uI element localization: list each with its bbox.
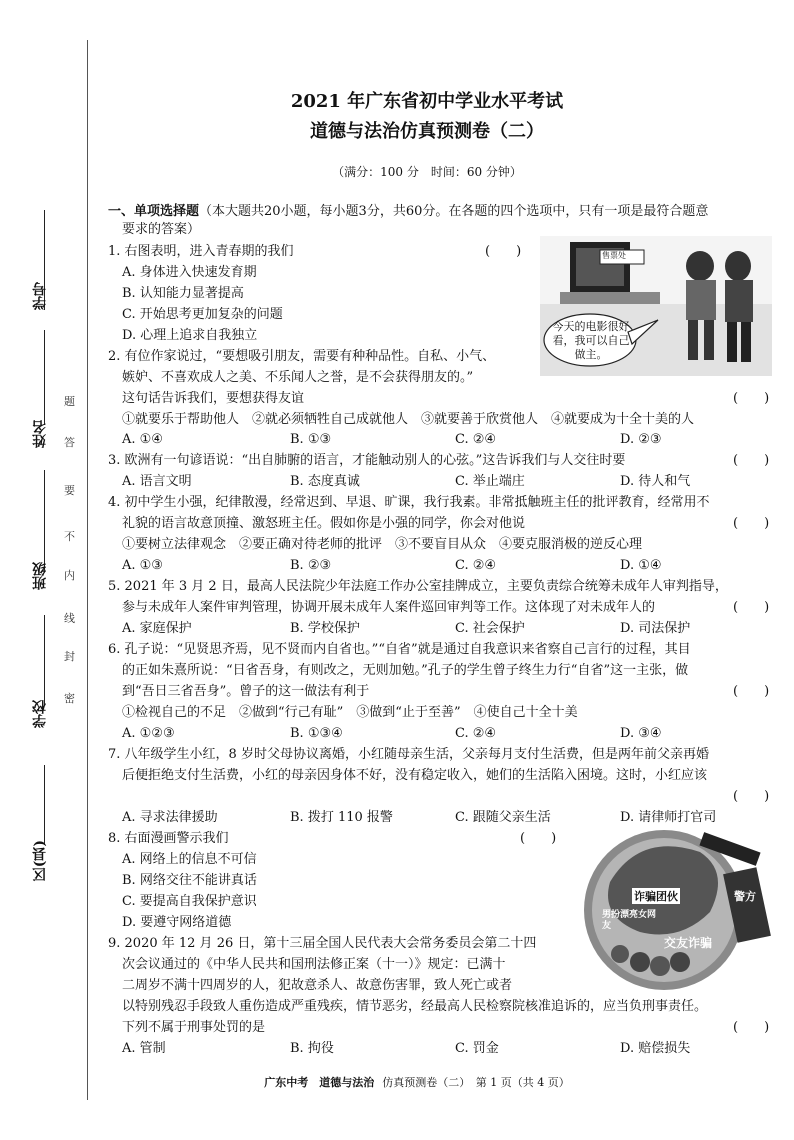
q7-option-c[interactable]: C. 跟随父亲生活 xyxy=(455,810,551,825)
cartoon-youth-movie xyxy=(540,236,772,376)
q6-answer-paren[interactable]: ( ) xyxy=(733,684,770,699)
q7-option-d[interactable]: D. 请律师打官司 xyxy=(620,810,717,825)
q8-stem: 8. 右面漫画警示我们 xyxy=(108,831,229,846)
q1-answer-paren[interactable]: ( ) xyxy=(485,244,522,259)
q8-option-b[interactable]: B. 网络交往不能讲真话 xyxy=(122,873,257,888)
section-heading xyxy=(108,203,708,220)
exam-subtitle: 道德与法治仿真预测卷（二） xyxy=(310,121,544,142)
notice-char: 答 xyxy=(64,436,75,449)
q1-option-c[interactable]: C. 开始思考更加复杂的问题 xyxy=(122,307,283,322)
q8-option-d[interactable]: D. 要遵守网络道德 xyxy=(122,915,232,930)
q5-option-c[interactable]: C. 社会保护 xyxy=(455,621,525,636)
q8-option-c[interactable]: C. 要提高自我保护意识 xyxy=(122,894,257,909)
dating-fraud-label: 交友诈骗 xyxy=(664,936,713,950)
q9-line3: 二周岁不满十四周岁的人，犯故意杀人、故意伤害罪，致人死亡或者 xyxy=(122,978,513,993)
q9-answer-paren[interactable]: ( ) xyxy=(733,1020,770,1035)
notice-char: 要 xyxy=(64,484,75,497)
q2-option-a[interactable]: A. ①④ xyxy=(122,432,163,447)
district-label: 区(县) xyxy=(32,840,48,882)
name-label: 姓名 xyxy=(32,420,48,448)
q5-option-a[interactable]: A. 家庭保护 xyxy=(122,621,192,636)
q8-answer-paren[interactable]: ( ) xyxy=(520,831,557,846)
section-desc-cont: 要求的答案） xyxy=(122,222,201,237)
page-footer xyxy=(0,1076,794,1090)
q5-line2: 参与未成年人案件审判管理，协调开展未成年人案件巡回审判等工作。这体现了对未成年人的 xyxy=(122,600,656,615)
q1-option-d[interactable]: D. 心理上追求自我独立 xyxy=(122,328,258,343)
q2-line3: 这句话告诉我们，要想获得友谊 xyxy=(122,391,305,406)
cartoon-speech: 今天的电影很好看，我可以自己做主。 xyxy=(552,320,630,361)
q5-answer-paren[interactable]: ( ) xyxy=(733,600,770,615)
q5-option-d[interactable]: D. 司法保护 xyxy=(620,621,691,636)
q6-items: ①检视自己的不足 ②做到“行己有耻” ③做到“止于至善” ④使自己十全十美 xyxy=(122,705,578,720)
notice-char: 线 xyxy=(64,612,75,625)
notice-char: 内 xyxy=(64,569,75,582)
q3-option-d[interactable]: D. 待人和气 xyxy=(620,474,691,489)
q7-line1: 7. 八年级学生小红，8 岁时父母协议离婚，小红随母亲生活，父亲每月支付生活费，但是两年前父亲再婚 xyxy=(108,747,709,762)
fake-female-label: 男扮漂亮女网友 xyxy=(602,910,657,931)
q1-option-a[interactable]: A. 身体进入快速发育期 xyxy=(122,265,257,280)
section-title: 一、单项选择题 xyxy=(108,204,200,219)
q4-option-b[interactable]: B. ②③ xyxy=(290,558,332,573)
q1-option-b[interactable]: B. 认知能力显著提高 xyxy=(122,286,244,301)
student-id-label: 学号 xyxy=(32,282,48,310)
q6-line1: 6. 孔子说：“见贤思齐焉，见不贤而内自省也。”“自省”就是通过自我意识来省察自己言行的过程，其目 xyxy=(108,642,691,657)
fraud-gang-label: 诈骗团伙 xyxy=(634,890,678,903)
q4-option-c[interactable]: C. ②④ xyxy=(455,558,497,573)
q9-option-d[interactable]: D. 赔偿损失 xyxy=(620,1041,691,1056)
q9-line5: 下列不属于刑事处罚的是 xyxy=(122,1020,266,1035)
q6-option-d[interactable]: D. ③④ xyxy=(620,726,662,741)
q3-option-a[interactable]: A. 语言文明 xyxy=(122,474,192,489)
school-blank xyxy=(44,615,46,705)
name-blank xyxy=(44,330,46,425)
exam-title: 2021 年广东省初中学业水平考试 xyxy=(290,91,564,112)
notice-char: 不 xyxy=(64,530,75,543)
notice-char: 封 xyxy=(64,650,75,663)
q4-line1: 4. 初中学生小强，纪律散漫，经常迟到、早退、旷课，我行我素。非常抵触班主任的批评教育，经常用不 xyxy=(108,495,710,510)
class-blank xyxy=(44,470,46,570)
notice-char: 密 xyxy=(64,692,75,705)
q7-option-b[interactable]: B. 拨打 110 报警 xyxy=(290,810,393,825)
q7-option-a[interactable]: A. 寻求法律援助 xyxy=(122,810,218,825)
q2-option-d[interactable]: D. ②③ xyxy=(620,432,662,447)
q1-stem: 1. 右图表明，进入青春期的我们 xyxy=(108,244,294,259)
cartoon-online-fraud xyxy=(580,822,772,994)
q7-answer-paren[interactable]: ( ) xyxy=(733,789,770,804)
q4-option-a[interactable]: A. ①③ xyxy=(122,558,163,573)
q7-line2: 后便拒绝支付生活费，小红的母亲因身体不好，没有稳定收入，她们的生活陷入困境。这时，小红应该 xyxy=(122,768,708,783)
q2-answer-paren[interactable]: ( ) xyxy=(733,391,770,406)
q2-option-c[interactable]: C. ②④ xyxy=(455,432,497,447)
q6-line3: 到“吾日三省吾身”。曾子的这一做法有利于 xyxy=(122,684,370,699)
q8-option-a[interactable]: A. 网络上的信息不可信 xyxy=(122,852,257,867)
q5-option-b[interactable]: B. 学校保护 xyxy=(290,621,360,636)
q4-option-d[interactable]: D. ①④ xyxy=(620,558,662,573)
class-label: 班级 xyxy=(32,562,48,590)
school-label: 学校 xyxy=(32,700,48,728)
q3-stem: 3. 欧洲有一句谚语说：“出自肺腑的语言，才能触动别人的心弦。”这告诉我们与人交往时要 xyxy=(108,453,626,468)
q4-line2: 礼貌的语言故意顶撞、激怒班主任。假如你是小强的同学，你会对他说 xyxy=(122,516,526,531)
q2-items: ①就要乐于帮助他人 ②就必须牺牲自己成就他人 ③就要善于欣赏他人 ④就要成为十全十美的人 xyxy=(122,412,695,427)
q4-items: ①要树立法律观念 ②要正确对待老师的批评 ③不要盲目从众 ④要克服消极的逆反心理 xyxy=(122,537,643,552)
q9-line2: 次会议通过的《中华人民共和国刑法修正案（十一）》规定：已满十 xyxy=(122,957,506,972)
exam-info: （满分：100 分 时间：60 分钟） xyxy=(332,165,522,179)
q3-answer-paren[interactable]: ( ) xyxy=(733,453,770,468)
q9-line1: 9. 2020 年 12 月 26 日，第十三届全国人民代表大会常务委员会第二十四 xyxy=(108,936,537,951)
section-desc: （本大题共20小题，每小题3分，共60分。在各题的四个选项中，只有一项是最符合题意 xyxy=(199,204,709,219)
q6-option-b[interactable]: B. ①③④ xyxy=(290,726,343,741)
q9-line4: 以特别残忍手段致人重伤造成严重残疾，情节恶劣，经最高人民检察院核准追诉的，应当负刑事责任。 xyxy=(122,999,708,1014)
q3-option-b[interactable]: B. 态度真诚 xyxy=(290,474,360,489)
q5-line1: 5. 2021 年 3 月 2 日，最高人民法院少年法庭工作办公室挂牌成立，主要负责综合统筹未成年人审判指导， xyxy=(108,579,728,594)
q9-option-a[interactable]: A. 管制 xyxy=(122,1041,166,1056)
notice-char: 题 xyxy=(64,395,75,408)
q9-option-b[interactable]: B. 拘役 xyxy=(290,1041,334,1056)
q4-answer-paren[interactable]: ( ) xyxy=(733,516,770,531)
police-label: 警方 xyxy=(734,890,756,903)
q9-option-c[interactable]: C. 罚金 xyxy=(455,1041,499,1056)
q2-line1: 2. 有位作家说过，“要想吸引朋友，需要有种种品性。自私、小气、 xyxy=(108,349,496,364)
binding-line xyxy=(87,40,88,1100)
district-blank xyxy=(44,765,46,845)
q6-line2: 的正如朱熹所说：“日省吾身，有则改之，无则加勉。”孔子的学生曾子终生力行“自省”这一主张，做 xyxy=(122,663,689,678)
cartoon-sign: 售票处 xyxy=(602,251,626,260)
q2-line2: 嫉妒、不喜欢成人之美、不乐闻人之誉，是不会获得朋友的。” xyxy=(122,370,474,385)
q6-option-c[interactable]: C. ②④ xyxy=(455,726,497,741)
q2-option-b[interactable]: B. ①③ xyxy=(290,432,332,447)
footer-page: 仿真预测卷（二） 第 1 页（共 4 页） xyxy=(382,1076,570,1089)
footer-title: 广东中考 道德与法治 xyxy=(264,1076,375,1089)
q3-option-c[interactable]: C. 举止端庄 xyxy=(455,474,525,489)
q6-option-a[interactable]: A. ①②③ xyxy=(122,726,175,741)
